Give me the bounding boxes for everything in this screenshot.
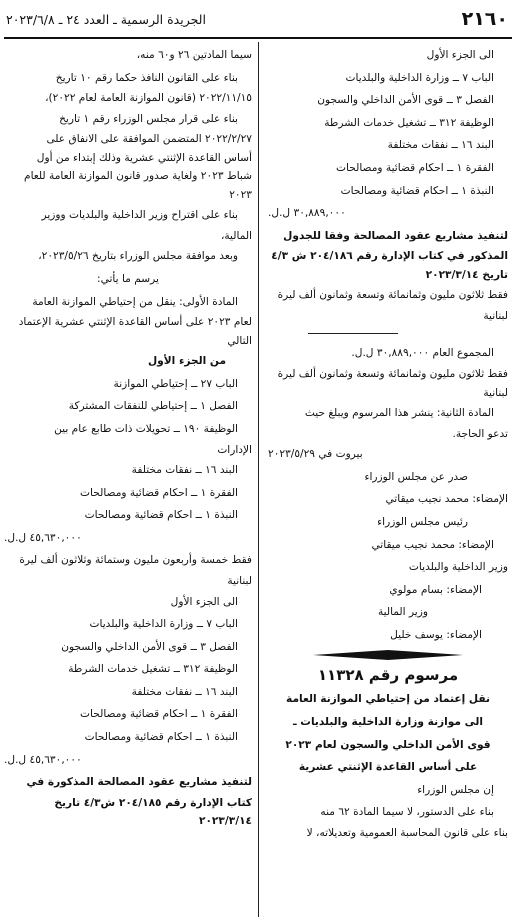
column-divider (258, 42, 259, 917)
bold-line: لتنفيذ مشاريع عقود المصالحة المذكورة في (26, 776, 252, 789)
text-line: بناء على القانون النافذ حكما رقم ١٠ تاريخ (55, 71, 238, 84)
text-line: التالي (227, 334, 252, 347)
text-line: لبنانية (483, 309, 508, 322)
bold-line: تاريخ ٢٠٢٣/٣/١٤ (425, 268, 508, 281)
grand-total-line: المجموع العام ٣٠,٨٨٩,٠٠٠ ل.ل. (351, 347, 494, 360)
text-line: بناء على اقتراح وزير الداخلية والبلديات ووزير (41, 209, 238, 222)
header-rule (4, 37, 512, 39)
bold-line: ٢٠٢٣/٣/١٤ (199, 815, 252, 828)
text-line: الباب ٧ ــ وزارة الداخلية والبلديات (345, 71, 494, 84)
text-line: بناء على قرار مجلس الوزراء رقم ١ تاريخ (59, 112, 238, 125)
text-line: الفصل ٣ ــ قوى الأمن الداخلي والسجون (317, 94, 494, 107)
text-line: إن مجلس الوزراء (417, 783, 494, 796)
text-line: الفقرة ١ ــ احكام قضائية ومصالحات (336, 161, 494, 174)
decree-title-line: قوى الأمن الداخلي والسجون لعام ٢٠٢٣ (285, 738, 491, 751)
text-line: بناء على قانون المحاسبة العمومية وتعديلاته، لا (306, 827, 508, 840)
text-line: أساس القاعدة الإثنتي عشرية وذلك إبتداء من أول (36, 151, 252, 164)
signature-line: الإمضاء: محمد نجيب ميقاتي (371, 538, 494, 551)
text-line: الوظيفة ٣١٢ ــ تشغيل خدمات الشرطة (68, 663, 238, 676)
decree-number: مرسوم رقم ١١٣٢٨ (317, 666, 459, 685)
text-line: بناء على الدستور، لا سيما المادة ٦٢ منه (320, 806, 494, 819)
text-line: المالية، (220, 229, 252, 242)
text-line: الى الجزء الأول (426, 49, 494, 61)
text-line: فقط خمسة وأربعون مليون وستمائة وثلاثون ألف ليرة (19, 554, 252, 567)
section-heading: من الجزء الأول (147, 355, 226, 368)
text-line: فقط ثلاثون مليون وثمانمائة وتسعة وثمانون ألف ليرة (277, 289, 508, 302)
separator-rule (308, 333, 398, 334)
text-line: لبنانية (483, 386, 508, 399)
page-number: ٢١٦٠ (461, 8, 508, 30)
text-line: لبنانية (227, 575, 252, 587)
text-line: يرسم ما يأتي: (97, 272, 159, 285)
text-line: الباب ٢٧ ــ إحتياطي الموازنة (113, 377, 238, 390)
text-line: رئيس مجلس الوزراء (377, 515, 468, 528)
text-line: الفصل ٣ ــ قوى الأمن الداخلي والسجون (61, 640, 238, 653)
text-line: شباط ٢٠٢٣ ولغاية صدور قانون الموازنة العامة للعام (24, 170, 252, 183)
text-line: ٢٠٢٣ (229, 188, 252, 201)
text-line: صدر عن مجلس الوزراء (364, 470, 468, 483)
bold-line: لتنفيذ مشاريع عقود المصالحة وفقا للجدول (283, 229, 508, 242)
text-line: تدعو الحاجة. (452, 427, 508, 440)
text-line: سيما المادتين ٢٦ و٦٠ منه، (136, 49, 252, 61)
date-line: بيروت في ٢٠٢٣/٥/٢٩ (268, 448, 363, 461)
text-line: البند ١٦ ــ نفقات مختلفة (131, 685, 238, 698)
bold-line: المذكور في كتاب الإدارة رقم ٢٠٤/١٨٦ ش ٤/٣ (271, 250, 508, 263)
text-line: البند ١٦ ــ نفقات مختلفة (387, 139, 494, 152)
text-line: النبذة ١ ــ احكام قضائية ومصالحات (84, 509, 238, 522)
text-line: النبذة ١ ــ احكام قضائية ومصالحات (84, 731, 238, 744)
text-line: وزير الداخلية والبلديات (408, 561, 508, 574)
text-line: الباب ٧ ــ وزارة الداخلية والبلديات (89, 618, 238, 631)
article-line: المادة الأولى: ينقل من إحتياطي الموازنة العامة (32, 295, 238, 308)
text-line: ٢٠٢٢/٢/٢٧ المتضمن الموافقة على الانفاق على (46, 133, 252, 146)
amount-line: ٣٠,٨٨٩,٠٠٠ ل.ل. (268, 207, 346, 220)
text-line: فقط ثلاثون مليون وثمانمائة وتسعة وثمانون ألف ليرة (277, 368, 508, 381)
left-column (4, 44, 252, 831)
amount-line: ٤٥,٦٣٠,٠٠٠ ل.ل. (4, 753, 82, 766)
right-column (268, 44, 508, 843)
ornament-icon (268, 650, 508, 660)
decree-title-line: الى موازنة وزارة الداخلية والبلديات ـ (292, 716, 484, 729)
text-line: النبذة ١ ــ احكام قضائية ومصالحات (340, 184, 494, 197)
text-line: الفقرة ١ ــ احكام قضائية ومصالحات (80, 486, 238, 499)
text-line: وبعد موافقة مجلس الوزراء بتاريخ ٢٠٢٣/٥/٢٦، (38, 250, 238, 263)
text-line: الوظيفة ١٩٠ ــ تحويلات ذات طابع عام بين (54, 422, 238, 435)
amount-line: ٤٥,٦٣٠,٠٠٠ ل.ل. (4, 531, 82, 544)
text-line: الفقرة ١ ــ احكام قضائية ومصالحات (80, 708, 238, 721)
signature-line: الإمضاء: محمد نجيب ميقاتي (385, 493, 508, 506)
decree-title-line: على أساس القاعدة الإثنتي عشرية (298, 761, 478, 774)
text-line: لعام ٢٠٢٣ على أساس القاعدة الإثنتي عشرية الإعتماد (18, 316, 252, 329)
text-line: الإدارات (217, 443, 252, 456)
text-line: وزير المالية (377, 606, 428, 619)
text-line: ٢٠٢٢/١١/١٥ (قانون الموازنة العامة لعام ٢٠٢٢)، (45, 92, 252, 105)
text-line: الى الجزء الأول (170, 595, 238, 608)
page-header (6, 4, 508, 34)
article-line: المادة الثانية: ينشر هذا المرسوم ويبلغ حيث (304, 407, 494, 420)
signature-line: الإمضاء: بسام مولوي (389, 583, 482, 596)
text-line: البند ١٦ ــ نفقات مختلفة (131, 464, 238, 477)
bold-line: كتاب الإدارة رقم ٢٠٤/١٨٥ ش٤/٣ تاريخ (54, 796, 252, 809)
decree-title-line: نقل إعتماد من إحتياطي الموازنة العامة (286, 693, 490, 706)
journal-issue-line: الجريدة الرسمية ـ العدد ٢٤ ـ ٢٠٢٣/٦/٨ (6, 11, 206, 27)
text-line: الوظيفة ٣١٢ ــ تشغيل خدمات الشرطة (324, 116, 494, 129)
text-line: الفصل ١ ــ إحتياطي للنفقات المشتركة (68, 400, 238, 413)
signature-line: الإمضاء: يوسف خليل (390, 628, 482, 641)
